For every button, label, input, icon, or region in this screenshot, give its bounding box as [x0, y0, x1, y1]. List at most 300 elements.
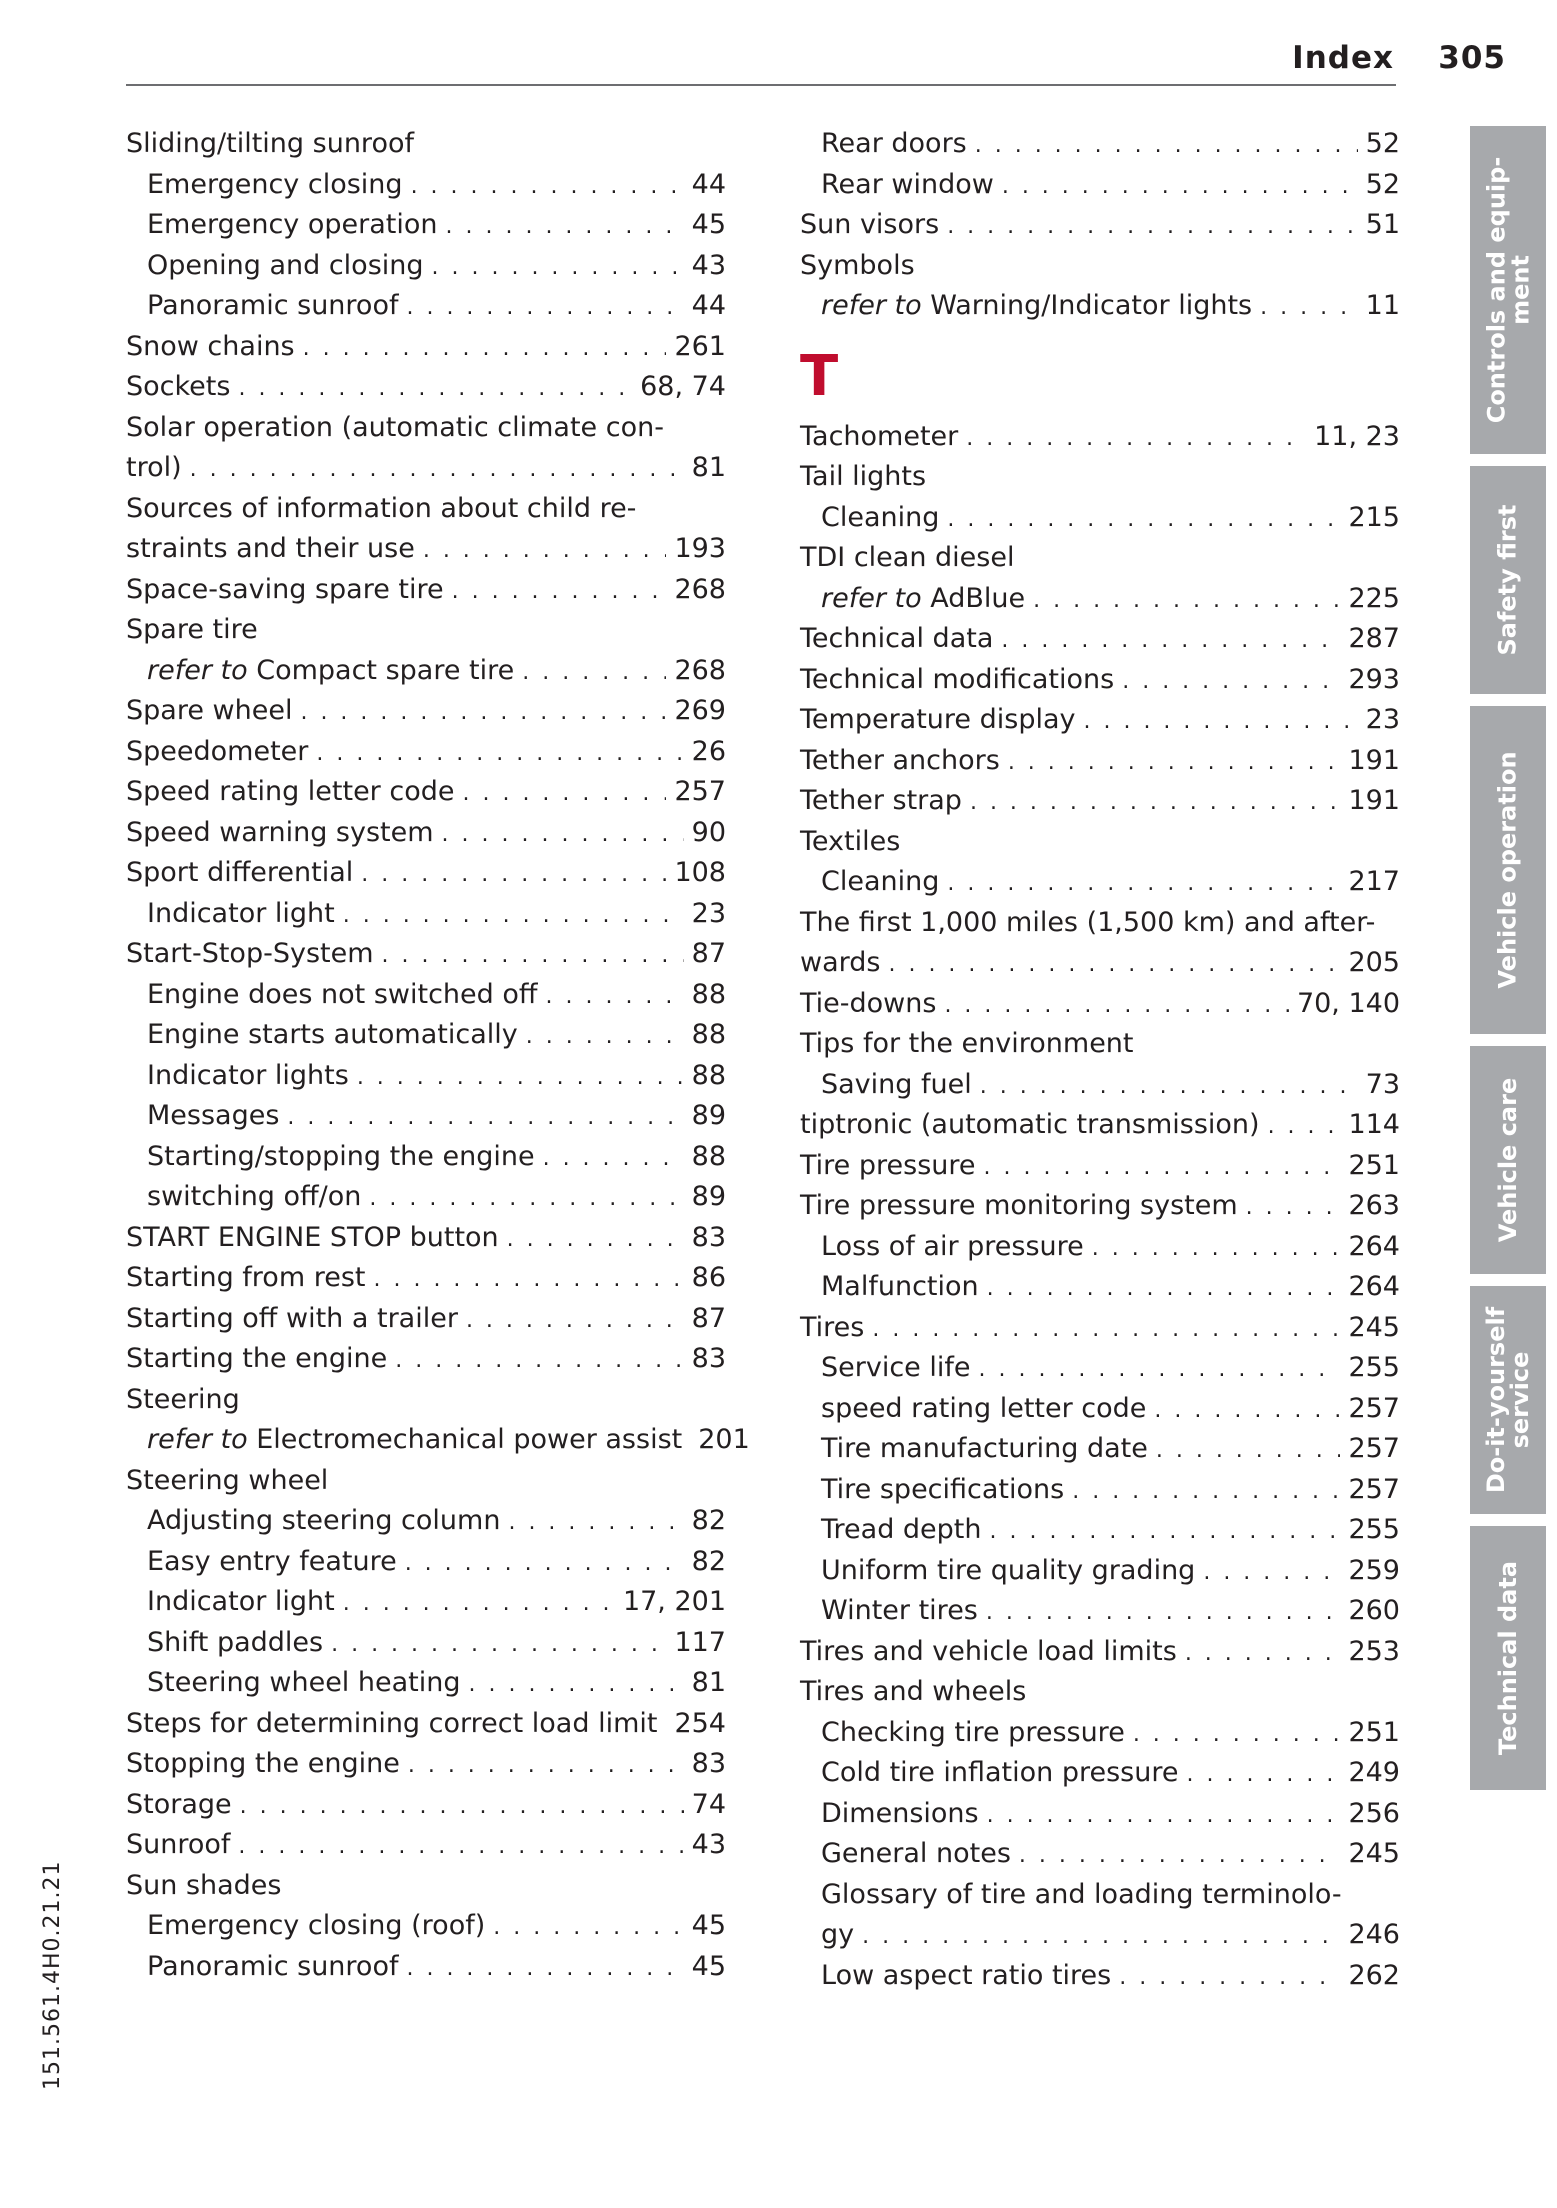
header-divider [126, 84, 1396, 86]
entry-pages: 44 [691, 290, 726, 321]
index-subentry[interactable] [126, 1542, 726, 1583]
index-entry[interactable] [126, 1339, 726, 1380]
index-entry[interactable] [800, 984, 1400, 1025]
entry-term: START ENGINE STOP button [126, 1221, 499, 1253]
index-entry[interactable] [800, 660, 1400, 701]
index-entry[interactable] [126, 691, 726, 732]
entry-pages: 23 [691, 897, 726, 929]
entry-pages: 45 [691, 1950, 726, 1982]
entry-term: Starting off with a trailer [126, 1302, 458, 1334]
dot-leader [452, 572, 667, 613]
dot-leader [238, 369, 632, 410]
entry-pages: 114 [1348, 1109, 1400, 1140]
entry-pages: 83 [691, 1748, 726, 1779]
chapter-tab[interactable] [1470, 466, 1546, 694]
entry-term: Low aspect ratio tires [821, 1959, 1112, 1991]
dot-leader [966, 419, 1306, 460]
index-entry[interactable] [126, 1380, 726, 1421]
referenced-term: AdBlue [930, 582, 1026, 614]
index-entry[interactable] [800, 1672, 1400, 1713]
index-subentry[interactable] [800, 1713, 1400, 1754]
entry-pages: 205 [1348, 947, 1400, 978]
index-entry[interactable] [126, 408, 726, 449]
page-number: 305 [1438, 40, 1506, 76]
index-entry[interactable] [800, 246, 1400, 287]
dot-leader [947, 500, 1340, 541]
index-entry[interactable] [126, 367, 726, 408]
entry-term: Sockets [126, 371, 231, 402]
index-subentry[interactable] [800, 579, 1400, 620]
entry-pages: 264 [1348, 1230, 1400, 1262]
index-entry[interactable] [800, 1105, 1400, 1146]
index-subentry[interactable] [800, 1753, 1400, 1794]
index-entry[interactable] [800, 1024, 1400, 1065]
entry-term: Checking tire pressure [821, 1716, 1125, 1748]
chapter-tab-label: Technical data [1494, 1560, 1523, 1756]
index-subentry[interactable] [126, 1906, 726, 1947]
dot-leader [987, 1796, 1341, 1837]
index-subentry[interactable] [800, 1875, 1400, 1916]
entry-term: Sport differential [126, 857, 354, 888]
dot-leader [331, 1625, 666, 1666]
index-subentry[interactable] [800, 862, 1400, 903]
dot-leader [238, 1827, 683, 1868]
index-subentry[interactable] [800, 1470, 1400, 1511]
dot-leader [1133, 1715, 1341, 1756]
index-entry[interactable] [800, 943, 1400, 984]
index-entry[interactable] [126, 124, 726, 165]
index-column-right [800, 124, 1400, 1996]
entry-term: Storage [126, 1788, 232, 1820]
entry-term: Starting/stopping the engine [147, 1140, 535, 1172]
index-subentry[interactable] [800, 1834, 1400, 1875]
entry-pages: 251 [1348, 1716, 1400, 1748]
entry-pages: 83 [691, 1343, 726, 1374]
entry-pages: 43 [691, 1829, 726, 1860]
dot-leader [190, 450, 684, 491]
entry-pages: 26 [691, 735, 726, 767]
entry-term: trol) [126, 452, 182, 483]
entry-pages: 74 [691, 1788, 726, 1820]
chapter-tab-label: Vehicle operation [1494, 751, 1522, 989]
letter-heading-t: T [800, 343, 839, 409]
index-subentry[interactable] [800, 1267, 1400, 1308]
entry-pages: 249 [1348, 1757, 1400, 1788]
dot-leader [446, 207, 684, 248]
index-entry[interactable] [800, 741, 1400, 782]
entry-pages: 257 [1348, 1473, 1400, 1505]
entry-pages: 108 [674, 857, 726, 888]
entry-pages: 86 [691, 1262, 726, 1293]
index-subentry[interactable] [800, 1227, 1400, 1268]
entry-pages: 117 [674, 1626, 726, 1658]
index-subentry[interactable] [800, 1956, 1400, 1997]
entry-pages: 191 [1348, 785, 1400, 816]
entry-term [821, 579, 1025, 620]
dot-leader [1122, 662, 1340, 703]
entry-term: Space-saving spare tire [126, 573, 444, 605]
dot-leader [986, 1593, 1341, 1634]
entry-pages: 263 [1348, 1190, 1400, 1221]
index-entry[interactable] [126, 732, 726, 773]
dot-leader [522, 653, 666, 694]
chapter-tab[interactable] [1470, 126, 1546, 454]
index-entry[interactable] [126, 529, 726, 570]
entry-pages: 88 [691, 1019, 726, 1050]
index-entry[interactable] [800, 822, 1400, 863]
entry-term: Tread depth [821, 1514, 982, 1545]
entry-term: Adjusting steering column [147, 1505, 501, 1536]
dot-leader [406, 288, 683, 329]
entry-pages: 89 [691, 1181, 726, 1212]
entry-term: Emergency closing (roof) [147, 1910, 486, 1941]
entry-term: Emergency closing [147, 168, 403, 200]
index-entry[interactable] [800, 1308, 1400, 1349]
dot-leader [1072, 1472, 1340, 1513]
dot-leader [508, 1503, 683, 1544]
entry-pages: 259 [1348, 1554, 1400, 1586]
index-subentry[interactable] [800, 286, 1400, 327]
dot-leader [1083, 702, 1357, 743]
entry-term: Sun shades [126, 1869, 282, 1901]
document-code: 151.561.4H0.21.21 [40, 1860, 65, 2090]
entry-term: Saving fuel [821, 1068, 972, 1100]
dot-leader [240, 1787, 684, 1828]
index-column-left [126, 124, 750, 1987]
dot-leader [1033, 581, 1340, 622]
index-entry[interactable] [800, 205, 1400, 246]
entry-term: Rear doors [821, 128, 967, 159]
entry-term: General notes [821, 1838, 1011, 1869]
entry-term: Symbols [800, 249, 915, 281]
index-subentry[interactable] [126, 975, 726, 1016]
entry-term: straints and their use [126, 533, 415, 564]
index-subentry[interactable] [126, 1501, 726, 1542]
dot-leader [970, 783, 1341, 824]
entry-term: Messages [147, 1100, 280, 1131]
index-subentry[interactable] [800, 1794, 1400, 1835]
dot-leader [1119, 1958, 1340, 1999]
index-entry[interactable] [126, 1785, 726, 1826]
entry-pages: 251 [1348, 1149, 1400, 1181]
dot-leader [546, 977, 684, 1018]
index-entry[interactable] [126, 1825, 726, 1866]
entry-pages: 245 [1348, 1838, 1400, 1869]
entry-pages: 51 [1365, 209, 1400, 240]
index-entry[interactable] [126, 1866, 726, 1907]
index-entry[interactable] [126, 1299, 726, 1340]
entry-pages: 257 [1348, 1433, 1400, 1464]
chapter-tab[interactable] [1470, 1526, 1546, 1790]
index-subentry[interactable] [800, 1429, 1400, 1470]
dot-leader [1203, 1553, 1340, 1594]
entry-pages: 255 [1348, 1352, 1400, 1383]
dot-leader [469, 1665, 684, 1706]
entry-pages: 217 [1348, 866, 1400, 897]
entry-pages: 88 [691, 978, 726, 1010]
dot-leader [944, 986, 1289, 1027]
entry-term: Speed rating letter code [126, 776, 455, 807]
entry-term: speed rating letter code [821, 1392, 1147, 1424]
entry-pages: 191 [1348, 744, 1400, 776]
refer-to-label: refer to [147, 1424, 248, 1455]
entry-term: Shift paddles [147, 1626, 324, 1658]
dot-leader [432, 248, 684, 289]
dot-leader [343, 896, 684, 937]
entry-pages: 68, 74 [640, 371, 726, 402]
entry-pages: 245 [1348, 1311, 1400, 1343]
dot-leader [975, 126, 1358, 167]
entry-term: Tires and wheels [800, 1676, 1027, 1707]
index-entry[interactable] [126, 610, 726, 651]
dot-leader [1156, 1431, 1341, 1472]
dot-leader [947, 207, 1357, 248]
entry-pages: 269 [674, 695, 726, 726]
entry-term: Steps for determining correct load limit [126, 1707, 658, 1739]
entry-term: Tether anchors [800, 744, 1000, 776]
entry-term: Sliding/tilting sunroof [126, 128, 414, 159]
entry-pages: 44 [691, 168, 726, 200]
index-subentry[interactable] [800, 1389, 1400, 1430]
entry-term: Snow chains [126, 330, 295, 362]
index-subentry[interactable] [800, 1915, 1400, 1956]
entry-term: Glossary of tire and loading terminolo- [821, 1878, 1342, 1910]
index-entry[interactable] [126, 1258, 726, 1299]
entry-pages: 45 [691, 1910, 726, 1941]
entry-term: Temperature display [800, 704, 1076, 735]
index-entry[interactable] [800, 619, 1400, 660]
entry-term: gy [821, 1919, 855, 1950]
index-list-s-continued [800, 124, 1400, 327]
dot-leader [526, 1017, 684, 1058]
index-subentry[interactable] [126, 1582, 726, 1623]
entry-term: Uniform tire quality grading [821, 1554, 1196, 1586]
index-entry[interactable] [800, 457, 1400, 498]
index-subentry[interactable] [126, 246, 726, 287]
index-subentry[interactable] [126, 165, 726, 206]
chapter-tab[interactable] [1470, 706, 1546, 1034]
dot-leader [1019, 1836, 1341, 1877]
entry-term: Spare tire [126, 614, 258, 645]
index-entry[interactable] [800, 1632, 1400, 1673]
entry-term: Speed warning system [126, 816, 434, 848]
entry-pages: 201 [698, 1424, 750, 1455]
dot-leader [406, 1949, 683, 1990]
index-subentry[interactable] [800, 1591, 1400, 1632]
entry-term: Tires [800, 1311, 865, 1343]
dot-leader [507, 1220, 684, 1261]
entry-term: Steering wheel heating [147, 1667, 461, 1698]
entry-term: Starting the engine [126, 1343, 388, 1374]
chapter-tab[interactable] [1470, 1286, 1546, 1514]
index-entry[interactable] [800, 1186, 1400, 1227]
entry-term: wards [800, 947, 881, 978]
dot-leader [984, 1148, 1341, 1189]
entry-term: Stopping the engine [126, 1748, 400, 1779]
dot-leader [665, 1706, 666, 1747]
entry-term: Speedometer [126, 735, 309, 767]
index-entry[interactable] [126, 1704, 726, 1745]
entry-term: Rear window [821, 168, 994, 200]
entry-pages: 45 [691, 209, 726, 240]
entry-pages: 73 [1365, 1068, 1400, 1100]
entry-pages: 215 [1348, 501, 1400, 533]
dot-leader [462, 774, 666, 815]
entry-pages: 17, 201 [622, 1586, 726, 1617]
entry-term: Sun visors [800, 209, 940, 240]
entry-pages: 293 [1348, 663, 1400, 695]
index-entry[interactable] [126, 1744, 726, 1785]
index-subentry[interactable] [800, 1510, 1400, 1551]
dot-leader [947, 864, 1340, 905]
dot-leader [1260, 288, 1358, 329]
entry-term: Indicator lights [147, 1059, 349, 1091]
entry-pages: 23 [1365, 704, 1400, 735]
index-subentry[interactable] [126, 1056, 726, 1097]
entry-term [821, 286, 1252, 327]
index-subentry[interactable] [126, 1177, 726, 1218]
entry-pages: 225 [1348, 582, 1400, 614]
dot-leader [987, 1269, 1341, 1310]
entry-term: The first 1,000 miles (1,500 km) and after- [800, 906, 1376, 938]
entry-pages: 262 [1348, 1959, 1400, 1991]
index-entry[interactable] [800, 417, 1400, 458]
index-entry[interactable] [800, 1146, 1400, 1187]
entry-term: Solar operation (automatic climate con- [126, 411, 664, 443]
entry-pages: 87 [691, 1302, 726, 1334]
entry-term: Spare wheel [126, 695, 293, 726]
index-list-t [800, 417, 1400, 1997]
entry-term: Technical modifications [800, 663, 1115, 695]
index-entry[interactable] [800, 538, 1400, 579]
entry-term: Starting from rest [126, 1262, 366, 1293]
dot-leader [1092, 1229, 1341, 1270]
entry-term [147, 651, 514, 692]
index-subentry[interactable] [126, 894, 726, 935]
entry-term: Textiles [800, 825, 901, 857]
index-entry[interactable] [800, 700, 1400, 741]
index-subentry[interactable] [126, 286, 726, 327]
entry-pages: 253 [1348, 1635, 1400, 1667]
entry-term: Sources of information about child re- [126, 492, 637, 524]
entry-term: Tie-downs [800, 987, 937, 1019]
entry-pages: 255 [1348, 1514, 1400, 1545]
entry-pages: 88 [691, 1059, 726, 1091]
entry-pages: 11, 23 [1314, 420, 1400, 452]
entry-pages: 256 [1348, 1797, 1400, 1829]
entry-term: Panoramic sunroof [147, 1950, 399, 1982]
entry-term: Tachometer [800, 420, 959, 452]
chapter-tab-label: Controls and equip- ment [1482, 156, 1535, 424]
entry-term: Technical data [800, 623, 994, 654]
entry-pages: 268 [674, 573, 726, 605]
chapter-tab[interactable] [1470, 1046, 1546, 1274]
chapter-tab-label: Do-it-yourself service [1482, 1306, 1535, 1494]
entry-term: Engine does not switched off [147, 978, 538, 1010]
entry-term: tiptronic (automatic transmission) [800, 1109, 1260, 1140]
page-header [126, 34, 1506, 86]
entry-pages: 260 [1348, 1595, 1400, 1626]
entry-term: Engine starts automatically [147, 1019, 518, 1050]
index-entry[interactable] [800, 781, 1400, 822]
index-entry[interactable] [126, 1218, 726, 1259]
chapter-tab-label: Vehicle care [1494, 1077, 1523, 1243]
index-subentry[interactable] [800, 1551, 1400, 1592]
index-subentry[interactable] [800, 1348, 1400, 1389]
index-entry[interactable] [800, 903, 1400, 944]
entry-term: Tire pressure monitoring system [800, 1190, 1238, 1221]
dot-leader [543, 1139, 684, 1180]
entry-term: Tires and vehicle load limits [800, 1635, 1177, 1667]
index-subentry[interactable] [126, 1420, 750, 1461]
entry-term: Cleaning [821, 501, 940, 533]
index-entry[interactable] [126, 934, 726, 975]
index-entry[interactable] [126, 327, 726, 368]
entry-term: Malfunction [821, 1271, 979, 1302]
index-subentry[interactable] [126, 1623, 726, 1664]
entry-term: Easy entry feature [147, 1545, 397, 1577]
dot-leader [888, 945, 1340, 986]
chapter-tab-label: Safety first [1494, 504, 1522, 656]
index-subentry[interactable] [126, 1015, 726, 1056]
index-entry[interactable] [126, 448, 726, 489]
entry-term: Indicator light [147, 897, 335, 929]
index-subentry[interactable] [126, 205, 726, 246]
dot-leader [382, 936, 684, 977]
index-entry[interactable] [126, 570, 726, 611]
dot-leader [303, 329, 667, 370]
index-subentry[interactable] [126, 1663, 726, 1704]
index-subentry[interactable] [800, 1065, 1400, 1106]
entry-term: Loss of air pressure [821, 1230, 1084, 1262]
referenced-term: Compact spare tire [256, 654, 515, 686]
entry-pages: 52 [1365, 168, 1400, 200]
index-subentry[interactable] [800, 165, 1400, 206]
dot-leader [1002, 167, 1358, 208]
entry-term: Indicator light [147, 1586, 335, 1617]
index-subentry[interactable] [126, 1096, 726, 1137]
index-entry[interactable] [126, 489, 726, 530]
dot-leader [373, 1260, 683, 1301]
index-subentry[interactable] [800, 124, 1400, 165]
entry-term: Tire pressure [800, 1149, 976, 1181]
entry-term: Cold tire inflation pressure [821, 1757, 1179, 1788]
dot-leader [1268, 1107, 1341, 1148]
dot-leader [466, 1301, 684, 1342]
entry-pages: 257 [1348, 1392, 1400, 1424]
index-entry[interactable] [126, 813, 726, 854]
index-subentry[interactable] [800, 498, 1400, 539]
dot-leader [423, 531, 667, 572]
index-entry[interactable] [126, 772, 726, 813]
entry-pages: 87 [691, 938, 726, 969]
entry-term: Emergency operation [147, 209, 438, 240]
refer-to-label: refer to [147, 654, 248, 686]
index-subentry[interactable] [126, 651, 726, 692]
index-subentry[interactable] [126, 1137, 726, 1178]
entry-term: switching off/on [147, 1181, 362, 1212]
dot-leader [980, 1067, 1358, 1108]
dot-leader [300, 693, 666, 734]
dot-leader [405, 1544, 684, 1585]
entry-pages: 82 [691, 1545, 726, 1577]
refer-to-label: refer to [821, 290, 922, 321]
index-subentry[interactable] [126, 1947, 726, 1988]
entry-term: Tether strap [800, 785, 962, 816]
index-entry[interactable] [126, 853, 726, 894]
entry-pages: 81 [691, 1667, 726, 1698]
index-entry[interactable] [126, 1461, 726, 1502]
